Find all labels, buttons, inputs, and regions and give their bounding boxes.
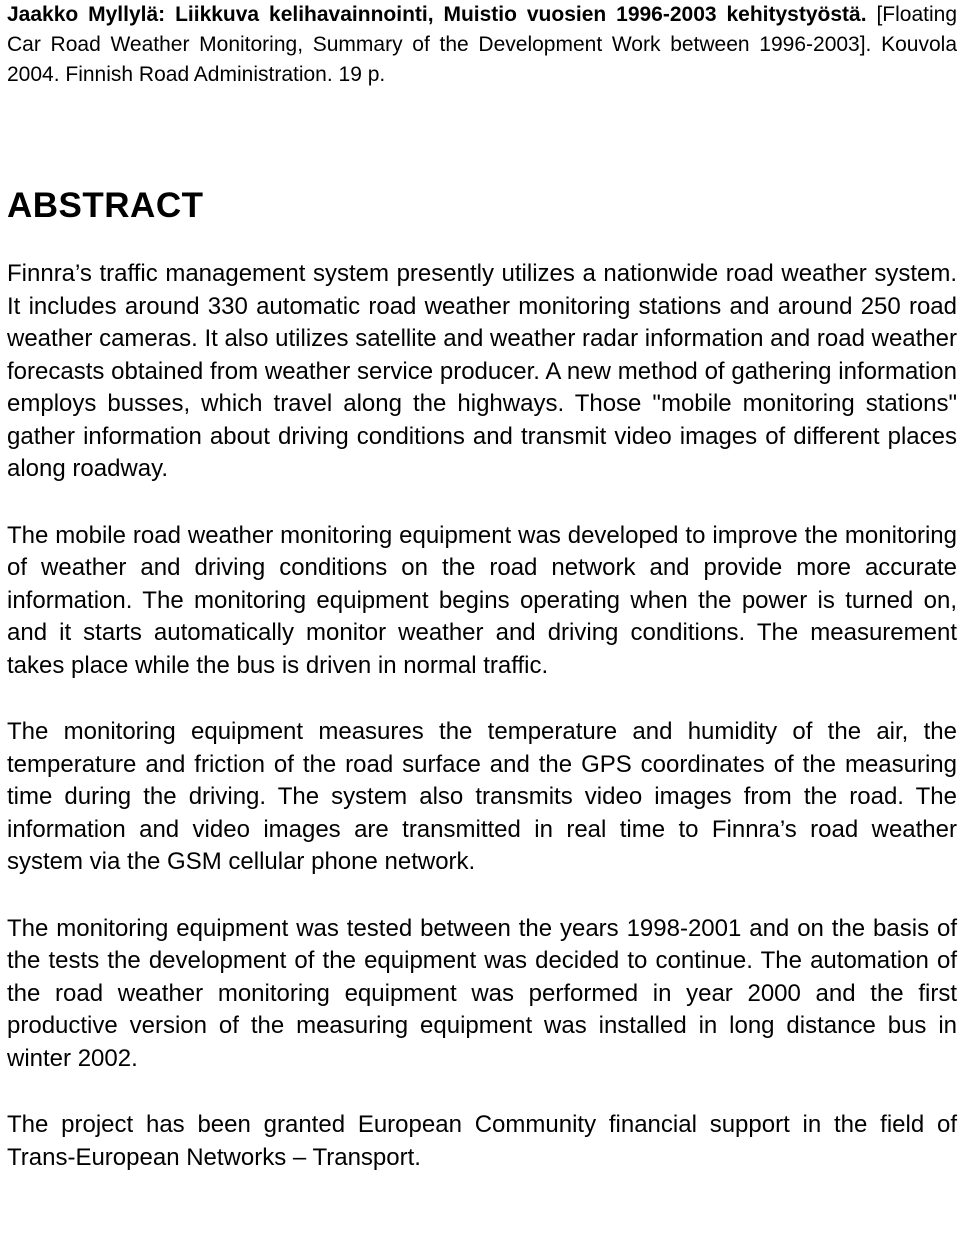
abstract-paragraph: The monitoring equipment measures the temperature and humidity of the air, the temperature and friction of the road surface and the GPS coordinates of the measuring time during the driving. The system also transmits video images from the road. The information and video images are transmitted in real time to Finnra’s road weather system via the GSM cellular phone network. [7,718,957,875]
citation-rest: [Floating Car Road Weather Monitoring, Summary of the Development Work between 1996-2003]. Kouvola 2004. Finnish Road Administration. 19 p. [7,3,957,86]
abstract-paragraph: Finnra’s traffic management system presently utilizes a nationwide road weather system. It includes around 330 automatic road weather monitoring stations and around 250 road weather cameras. It also utilizes satellite and weather radar information and road weather forecasts obtained from weather service producer. A new method of gathering information employs busses, which travel along the highways. Those "mobile monitoring stations" gather information about driving conditions and transmit video images of different places along roadway. [7,260,957,482]
abstract-heading: ABSTRACT [7,186,204,225]
abstract-paragraph: The mobile road weather monitoring equipment was developed to improve the monitoring of weather and driving conditions on the road network and provide more accurate information. The monitoring equipment begins operating when the power is turned on, and it starts automatically monitor weather and driving conditions. The measurement takes place while the bus is driven in normal traffic. [7,521,957,679]
abstract-paragraph: The monitoring equipment was tested between the years 1998-2001 and on the basis of the tests the development of the equipment was decided to continue. The automation of the road weather monitoring equipment was performed in year 2000 and the first productive version of the measuring equipment was installed in long distance bus in winter 2002. [7,914,957,1072]
document-page [7,0,957,1174]
citation-bold: Jaakko Myllylä: Liikkuva kelihavainnointi, Muistio vuosien 1996-2003 kehitystyöstä. [7,3,867,26]
abstract-paragraph: The project has been granted European Community financial support in the field of Trans-European Networks – Transport. [7,1111,957,1171]
citation [7,0,957,90]
abstract-body [7,258,957,1174]
